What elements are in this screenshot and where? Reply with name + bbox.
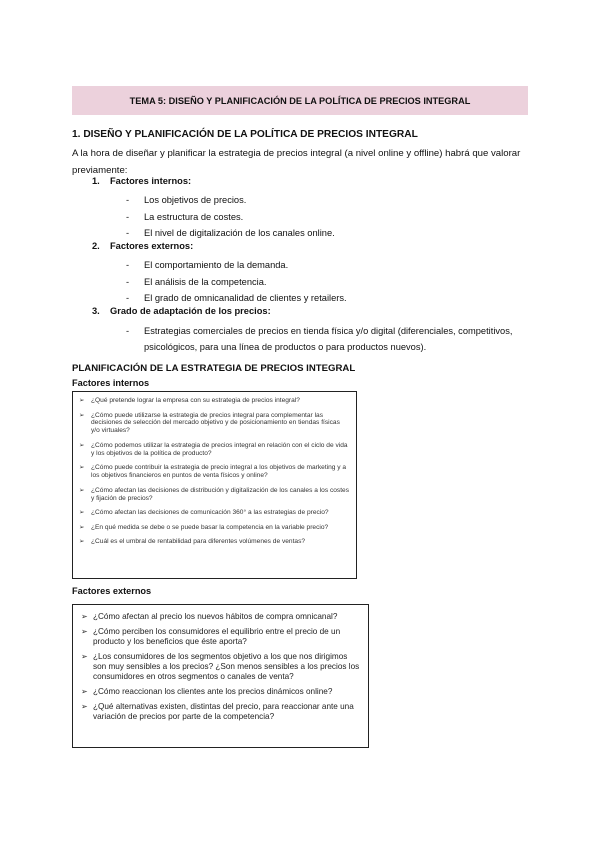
arrow-bullet-icon: ➢ [79, 509, 85, 517]
internal-questions-box [72, 391, 357, 579]
arrow-bullet-icon: ➢ [79, 486, 85, 494]
dash-bullet: - [126, 325, 130, 336]
list-number: 3. [92, 306, 100, 317]
arrow-bullet-icon: ➢ [79, 441, 85, 449]
list-item: ➢ ¿Cómo afectan las decisiones de comunicación 360° a las estrategias de precio? [79, 509, 329, 517]
dash-bullet: - [126, 260, 130, 271]
arrow-bullet-icon: ➢ [79, 397, 85, 404]
arrow-bullet-icon: ➢ [79, 523, 85, 531]
sub-item: - Estrategias comerciales de precios en tienda física y/o digital (diferenciales, competitivos, psicológicos, para una línea de productos o para productos nuevos). [72, 323, 532, 356]
list-item: ➢ ¿Cómo reaccionan los clientes ante los precios dinámicos online? [81, 686, 333, 696]
arrow-bullet-icon: ➢ [81, 612, 88, 621]
list-item: ➢ ¿Qué pretende lograr la empresa con su estrategia de precios integral? [79, 397, 300, 404]
list-label: Grado de adaptación de los precios: [110, 306, 271, 317]
list-item [72, 176, 532, 192]
arrow-bullet-icon: ➢ [81, 686, 88, 696]
list-item: ➢ ¿Los consumidores de los segmentos objetivo a los que nos dirigimos son muy sensibles a los precios? ¿Son menos sensibles a los precios los consumidores en otros segmentos o canales de venta? [81, 651, 360, 681]
dash-bullet: - [126, 293, 130, 304]
section-1-heading: 1. DISEÑO Y PLANIFICACIÓN DE LA POLÍTICA DE PRECIOS INTEGRAL [72, 129, 418, 140]
list-item: ➢ ¿Cómo perciben los consumidores el equilibrio entre el precio de un producto y los beneficios que éste aporta? [81, 627, 341, 646]
list-item: ➢ ¿En qué medida se debe o se puede basar la competencia en la variable precio? [79, 523, 329, 531]
sub-item: - El comportamiento de la demanda. [72, 257, 532, 273]
list-number: 1. [92, 176, 100, 186]
arrow-bullet-icon: ➢ [79, 411, 85, 419]
list-item: ➢ ¿Cómo puede contribuir la estrategia de precio integral a los objetivos de marketing y a los objetivos financieros en puntos de venta físicos y online? [79, 464, 347, 480]
sub-item: - La estructura de costes. [72, 209, 532, 225]
dash-bullet: - [126, 227, 130, 238]
page-title: TEMA 5: DISEÑO Y PLANIFICACIÓN DE LA POLÍTICA DE PRECIOS INTEGRAL [129, 95, 471, 106]
sub-item: - Los objetivos de precios. [72, 192, 532, 208]
factors-list [72, 176, 532, 355]
list-item: ➢ ¿Cómo podemos utilizar la estrategia de precios integral en relación con el ciclo de vida y los objetivos de la política de producto? [79, 441, 348, 457]
sub-item: - El análisis de la competencia. [72, 274, 532, 290]
external-questions-box [72, 604, 369, 748]
page-title-banner [72, 86, 528, 115]
arrow-bullet-icon: ➢ [79, 464, 85, 472]
list-item [72, 241, 532, 257]
list-item: ➢ ¿Cómo puede utilizarse la estrategia de precios integral para complementar las decisiones de selección del mercado objetivo y de posicionamiento en tiendas físicas y/o virtuales? [79, 411, 340, 435]
list-label: Factores internos: [110, 176, 192, 186]
section-1-intro: A la hora de diseñar y planificar la estrategia de precios integral (a nivel online y offline) habrá que valorar previamente: [72, 148, 521, 176]
list-number: 2. [92, 241, 100, 252]
section-2-heading: PLANIFICACIÓN DE LA ESTRATEGIA DE PRECIOS INTEGRAL [72, 363, 356, 374]
list-item: ➢ ¿Cómo afectan al precio los nuevos hábitos de compra omnicanal? [81, 612, 338, 621]
dash-bullet: - [126, 195, 130, 206]
list-item: ➢ ¿Cuál es el umbral de rentabilidad para diferentes volúmenes de ventas? [79, 538, 306, 546]
internal-factors-title: Factores internos [72, 378, 150, 388]
list-item: ➢ ¿Qué alternativas existen, distintas del precio, para reaccionar ante una variación de precios por parte de la competencia? [81, 701, 354, 721]
sub-item: - El grado de omnicanalidad de clientes y retailers. [72, 290, 532, 306]
arrow-bullet-icon: ➢ [81, 627, 88, 637]
list-item [72, 306, 532, 322]
arrow-bullet-icon: ➢ [81, 701, 88, 711]
dash-bullet: - [126, 211, 130, 222]
sub-item: - El nivel de digitalización de los canales online. [72, 225, 532, 241]
arrow-bullet-icon: ➢ [79, 538, 85, 546]
list-item: ➢ ¿Cómo afectan las decisiones de distribución y digitalización de los canales a los costes y fijación de precios? [79, 486, 350, 502]
arrow-bullet-icon: ➢ [81, 651, 88, 661]
external-factors-title: Factores externos [72, 586, 152, 596]
dash-bullet: - [126, 276, 130, 287]
list-label: Factores externos: [110, 241, 194, 252]
